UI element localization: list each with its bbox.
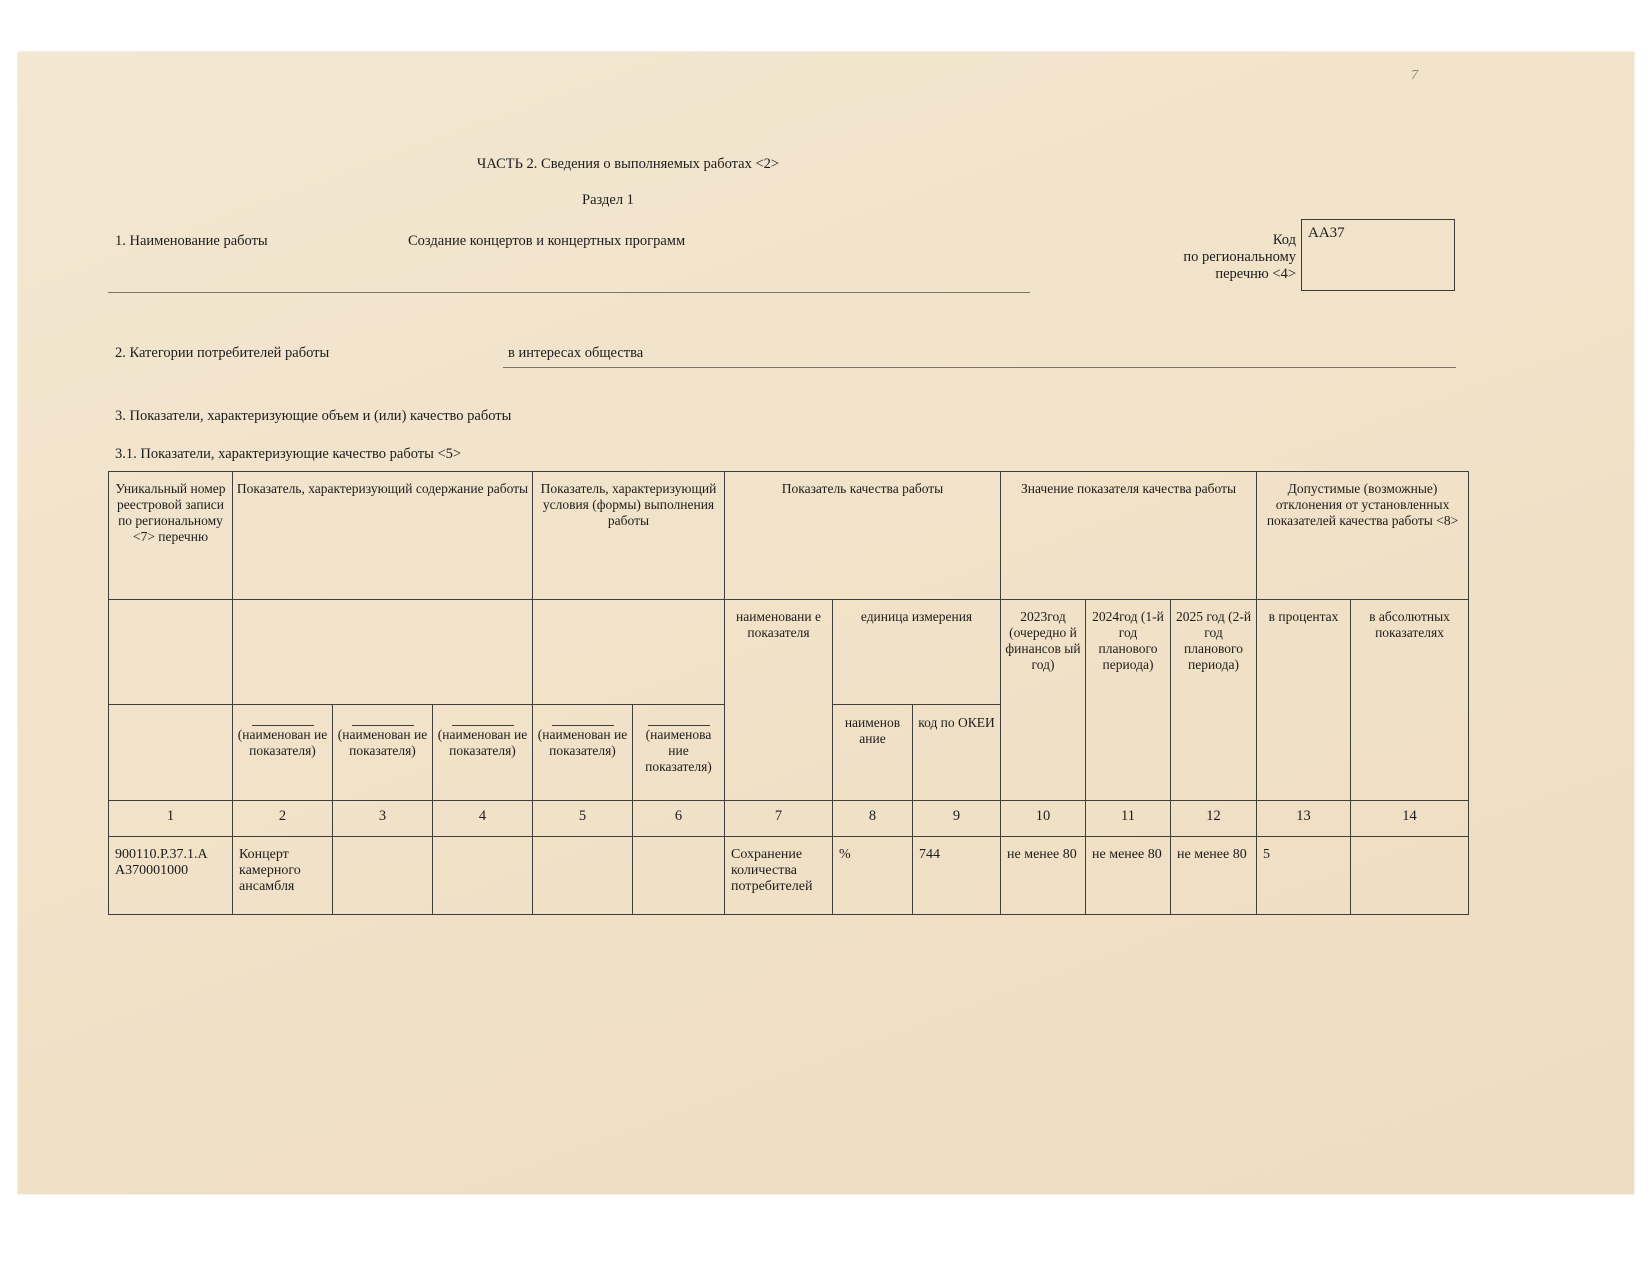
page-number: 7 (1411, 68, 1418, 83)
header-year-2023: 2023год (очередно й финансов ый год) (1001, 600, 1086, 801)
cell-deviation-absolute (1351, 837, 1469, 915)
cell-value-2025: не менее 80 (1171, 837, 1257, 915)
column-numbers-row (109, 801, 1469, 837)
header-cell-empty (533, 600, 725, 705)
cell-value-2024: не менее 80 (1086, 837, 1171, 915)
header-subindicator (333, 705, 433, 801)
column-number: 8 (833, 801, 913, 837)
header-year-2025: 2025 год (2-й год планового периода) (1171, 600, 1257, 801)
column-number: 11 (1086, 801, 1171, 837)
cell-content-indicator: Концерт камерного ансамбля (233, 837, 333, 915)
column-number: 10 (1001, 801, 1086, 837)
header-unit-name: наименов ание (833, 705, 913, 801)
cell-empty (433, 837, 533, 915)
subindicator-line (352, 725, 414, 726)
consumer-category-underline (503, 367, 1456, 368)
table-header-row (109, 600, 1469, 705)
subindicator-line (648, 725, 710, 726)
column-number: 12 (1171, 801, 1257, 837)
header-deviation-absolute: в абсолютных показателях (1351, 600, 1469, 801)
header-content-indicator: Показатель, характеризующий содержание работы (233, 472, 533, 600)
subindicator-line (252, 725, 314, 726)
cell-indicator-name: Сохранение количества потребителей (725, 837, 833, 915)
header-subindicator (533, 705, 633, 801)
header-subindicator (233, 705, 333, 801)
header-cell-empty (109, 705, 233, 801)
header-conditions-indicator: Показатель, характеризующий условия (формы) выполнения работы (533, 472, 725, 600)
subindicator-line (452, 725, 514, 726)
header-deviations: Допустимые (возможные) отклонения от установленных показателей качества работы <8> (1257, 472, 1469, 600)
column-number: 3 (333, 801, 433, 837)
code-label-line: по региональному (1183, 249, 1296, 265)
header-indicator-name: наименовани е показателя (725, 600, 833, 801)
column-number: 2 (233, 801, 333, 837)
subindicator-label: (наименова ние показателя) (645, 727, 712, 774)
code-label-line: перечню <4> (1215, 266, 1296, 282)
header-unit: единица измерения (833, 600, 1001, 705)
cell-unit: % (833, 837, 913, 915)
column-number: 9 (913, 801, 1001, 837)
header-deviation-percent: в процентах (1257, 600, 1351, 801)
table-header-row (109, 472, 1469, 600)
column-number: 4 (433, 801, 533, 837)
regional-code-label (1098, 232, 1296, 283)
section-title: Раздел 1 (582, 192, 634, 208)
cell-empty (333, 837, 433, 915)
regional-code-box: АА37 (1301, 219, 1455, 291)
consumer-category-label: 2. Категории потребителей работы (115, 345, 330, 361)
header-subindicator (433, 705, 533, 801)
column-number: 14 (1351, 801, 1469, 837)
work-name-label: 1. Наименование работы (115, 233, 268, 249)
header-quality-value: Значение показателя качества работы (1001, 472, 1257, 600)
header-unique-number: Уникальный номер реестровой записи по региональному <7> перечню (109, 472, 233, 600)
indicators-heading: 3. Показатели, характеризующие объем и (или) качество работы (115, 408, 512, 424)
cell-empty (633, 837, 725, 915)
cell-value-2023: не менее 80 (1001, 837, 1086, 915)
column-number: 6 (633, 801, 725, 837)
header-year-2024: 2024год (1-й год планового периода) (1086, 600, 1171, 801)
subindicator-label: (наименован ие показателя) (437, 727, 528, 758)
column-number: 5 (533, 801, 633, 837)
subindicator-line (552, 725, 614, 726)
column-number: 1 (109, 801, 233, 837)
work-name-underline (108, 292, 1030, 293)
quality-indicators-heading: 3.1. Показатели, характеризующие качество работы <5> (115, 446, 462, 462)
subindicator-label: (наименован ие показателя) (237, 727, 328, 758)
column-number: 13 (1257, 801, 1351, 837)
header-okei-code: код по ОКЕИ (913, 705, 1001, 801)
quality-indicators-table (108, 471, 1469, 915)
cell-okei-code: 744 (913, 837, 1001, 915)
consumer-category-value: в интересах общества (508, 345, 644, 361)
header-quality-indicator: Показатель качества работы (725, 472, 1001, 600)
header-subindicator (633, 705, 725, 801)
subindicator-label: (наименован ие показателя) (537, 727, 628, 758)
header-cell-empty (109, 600, 233, 705)
document-sheet (18, 52, 1634, 1194)
part-title: ЧАСТЬ 2. Сведения о выполняемых работах <2> (476, 156, 780, 172)
cell-empty (533, 837, 633, 915)
column-number: 7 (725, 801, 833, 837)
cell-registry-number: 900110.Р.37.1.А А370001000 (109, 837, 233, 915)
header-cell-empty (233, 600, 533, 705)
subindicator-label: (наименован ие показателя) (337, 727, 428, 758)
table-row (109, 837, 1469, 915)
work-name-value: Создание концертов и концертных программ (408, 233, 686, 249)
code-label-line: Код (1272, 232, 1296, 248)
cell-deviation-percent: 5 (1257, 837, 1351, 915)
